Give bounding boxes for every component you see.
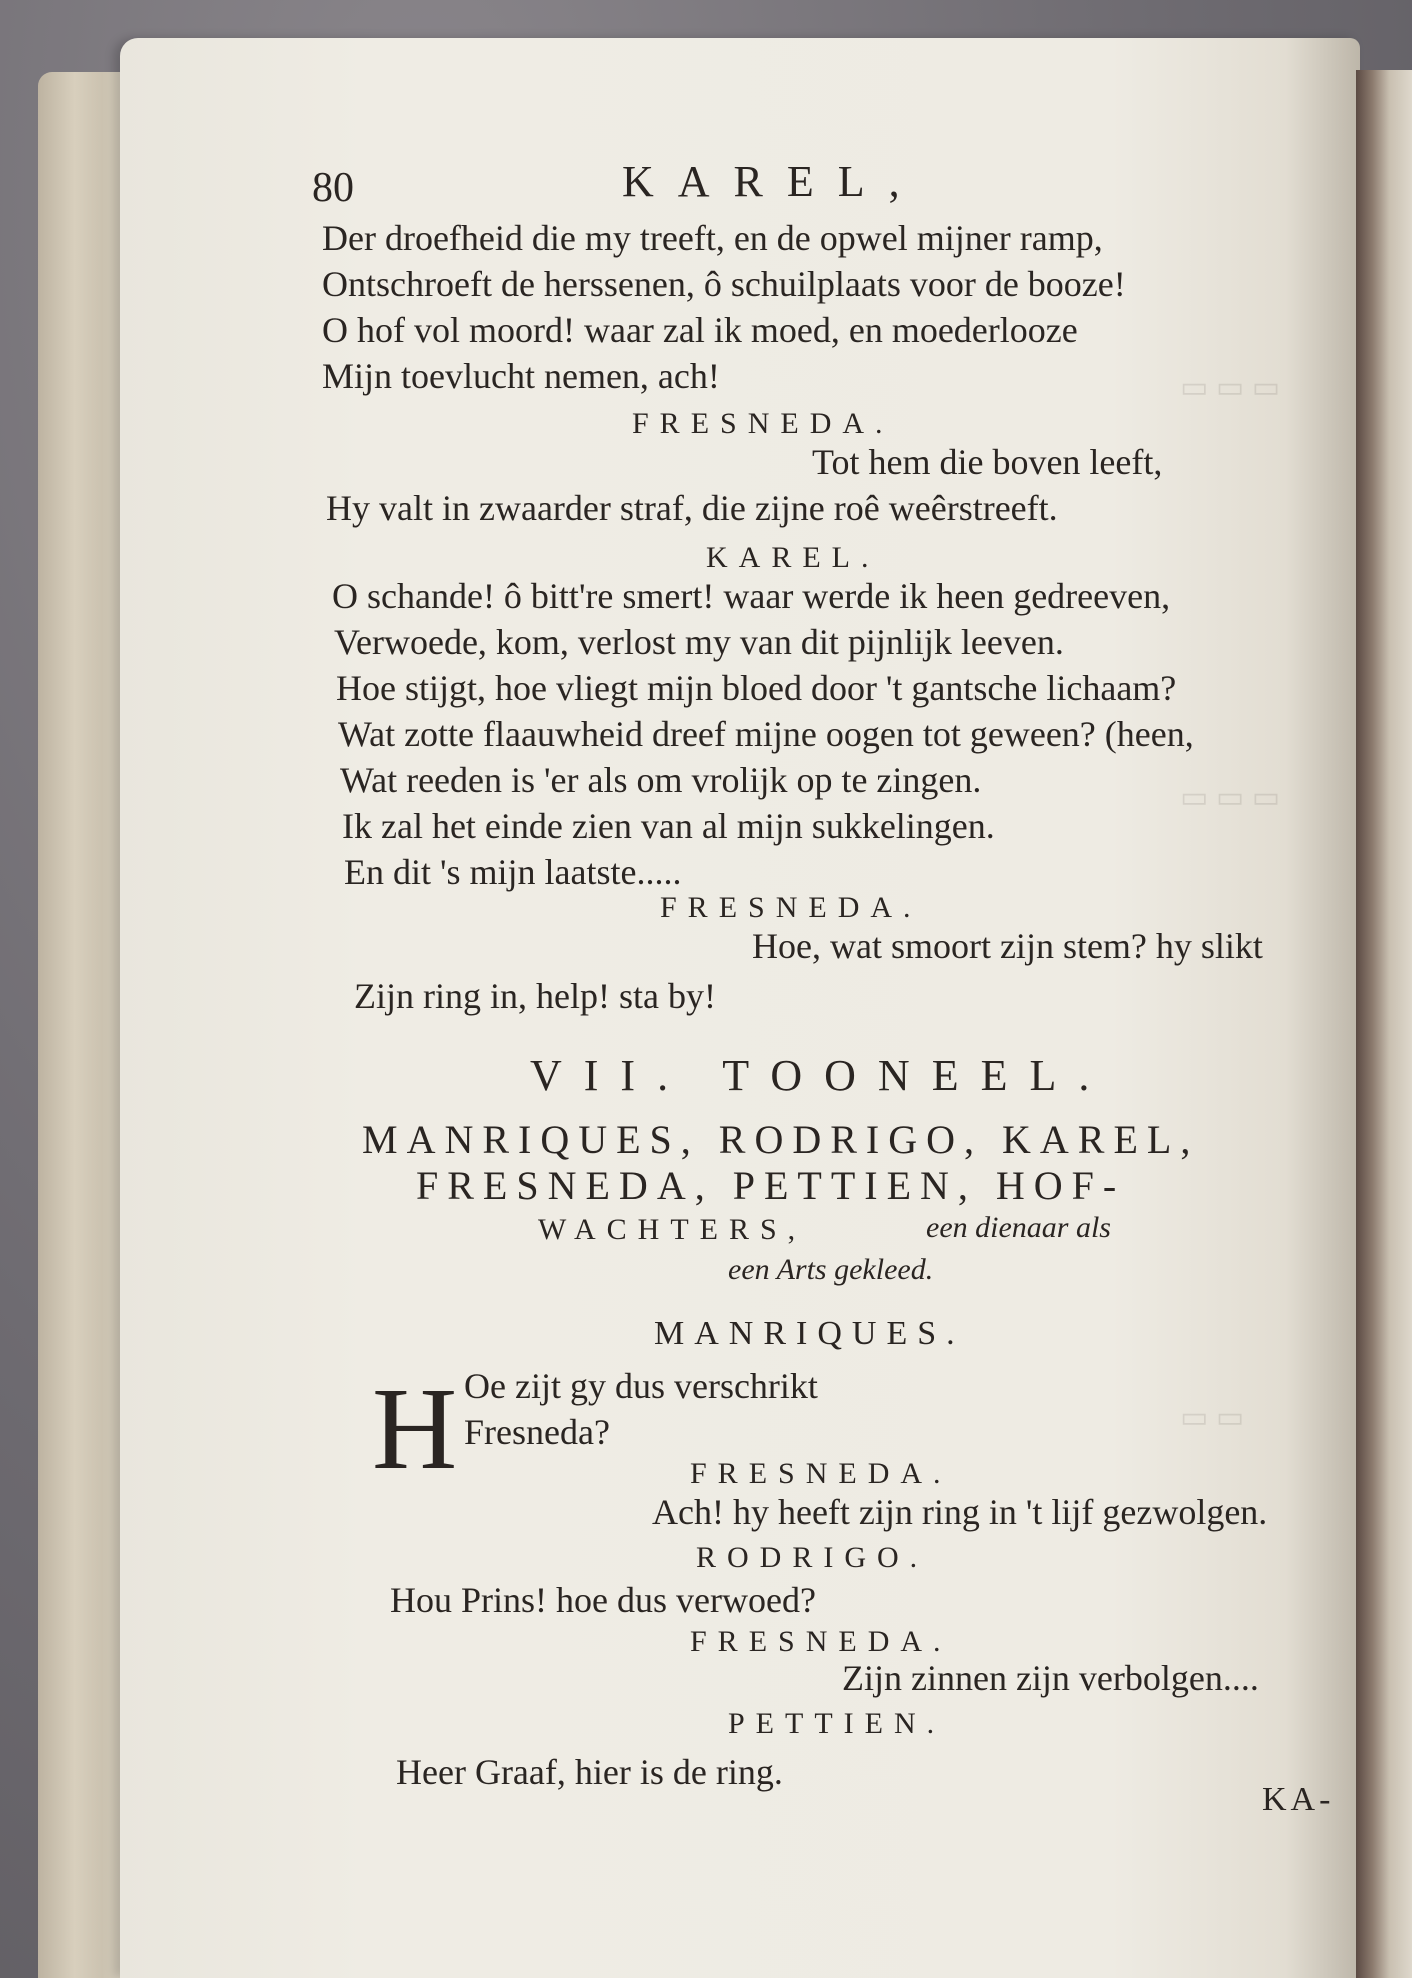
show-through: ▭ ▭ — [1180, 1401, 1245, 1434]
verse-line: Ach! hy heeft zijn ring in 't lijf gezwolgen. — [652, 1492, 1268, 1532]
verse-line: En dit 's mijn laatste..... — [344, 852, 682, 892]
verse-line: Heer Graaf, hier is de ring. — [396, 1752, 783, 1792]
verse-line: Wat zotte flaauwheid dreef mijne oogen tot geween? (heen, — [338, 714, 1194, 754]
verse-line: Hoe stijgt, hoe vliegt mijn bloed door 't gantsche lichaam? — [336, 668, 1177, 708]
drop-initial: H — [372, 1363, 458, 1494]
verse-line: Tot hem die boven leeft, — [812, 442, 1163, 482]
speaker-name: FRESNEDA. — [690, 1625, 952, 1658]
stage-direction: een dienaar als — [926, 1211, 1111, 1244]
character-list: WACHTERS, — [538, 1213, 807, 1246]
speaker-name: FRESNEDA. — [690, 1457, 952, 1490]
verse-line: Zijn ring in, help! sta by! — [354, 976, 716, 1016]
stage-direction: een Arts gekleed. — [728, 1253, 934, 1286]
verse-line: Der droefheid die my treeft, en de opwel mijner ramp, — [322, 218, 1103, 258]
page-number: 80 — [312, 165, 354, 211]
speaker-name: KAREL. — [706, 541, 880, 574]
verse-line: Verwoede, kom, verlost my van dit pijnlijk leeven. — [334, 622, 1064, 662]
speaker-name: MANRIQUES. — [654, 1315, 965, 1352]
verse-line: Mijn toevlucht nemen, ach! — [322, 356, 720, 396]
catchword: KA- — [1262, 1781, 1335, 1818]
show-through: ▭ ▭ ▭ — [1180, 371, 1281, 404]
running-head: KAREL, — [622, 157, 924, 206]
verse-line: O hof vol moord! waar zal ik moed, en moederlooze — [322, 310, 1078, 350]
verse-line: Hou Prins! hoe dus verwoed? — [390, 1580, 816, 1620]
scene-heading: VII. TOONEEL. — [530, 1051, 1112, 1100]
speaker-name: RODRIGO. — [696, 1541, 929, 1574]
verse-line: O schande! ô bitt're smert! waar werde ik heen gedreeven, — [332, 576, 1171, 616]
verse-line: Wat reeden is 'er als om vrolijk op te zingen. — [340, 760, 982, 800]
speaker-name: FRESNEDA. — [660, 891, 922, 924]
character-list: MANRIQUES, RODRIGO, KAREL, — [362, 1117, 1200, 1162]
verse-line: Oe zijt gy dus verschrikt — [464, 1366, 818, 1406]
show-through: ▭ ▭ ▭ — [1180, 781, 1281, 814]
verse-line: Ik zal het einde zien van al mijn sukkelingen. — [342, 806, 995, 846]
character-list: FRESNEDA, PETTIEN, HOF- — [416, 1163, 1126, 1208]
speaker-name: FRESNEDA. — [632, 407, 894, 440]
verse-line: Zijn zinnen zijn verbolgen.... — [842, 1658, 1259, 1698]
speaker-name: PETTIEN. — [728, 1707, 946, 1740]
verse-line: Fresneda? — [464, 1412, 610, 1452]
verse-line: Hy valt in zwaarder straf, die zijne roê weêrstreeft. — [326, 488, 1058, 528]
verse-line: Hoe, wat smoort zijn stem? hy slikt — [752, 926, 1263, 966]
verse-line: Ontschroeft de herssenen, ô schuilplaats voor de booze! — [322, 264, 1126, 304]
